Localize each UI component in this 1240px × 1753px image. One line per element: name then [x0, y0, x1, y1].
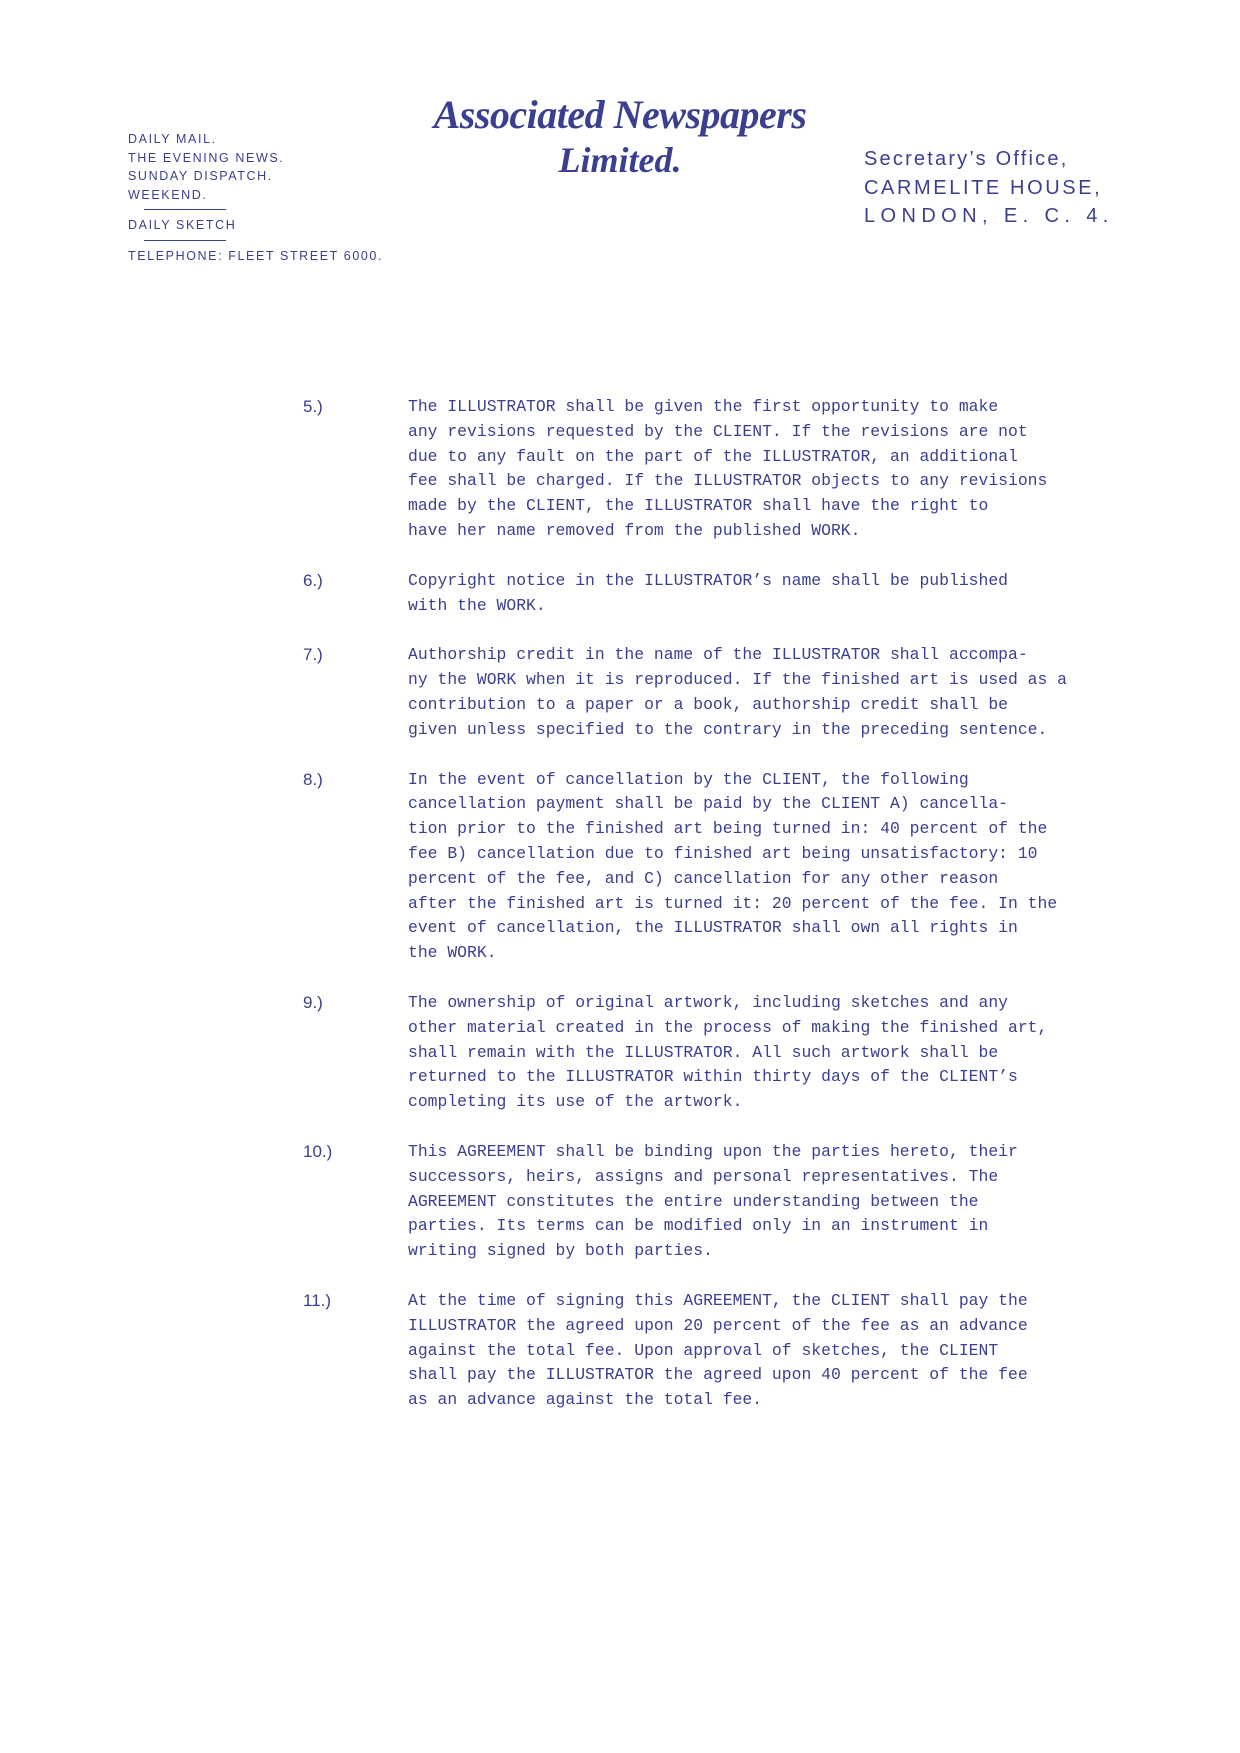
clause-8: [0, 768, 1240, 966]
clause-line: ILLUSTRATOR the agreed upon 20 percent of the fee as an advance: [408, 1315, 1028, 1335]
clause-line: contribution to a paper or a book, authorship credit shall be: [408, 694, 1008, 714]
company-name-line1: Associated Newspapers: [433, 92, 807, 137]
telephone-line: TELEPHONE: FLEET STREET 6000.: [128, 248, 384, 263]
publication-name: THE EVENING NEWS.: [128, 150, 285, 165]
publication-name-sketch: DAILY SKETCH: [128, 218, 237, 232]
clause-line: due to any fault on the part of the ILLUSTRATOR, an additional: [408, 446, 1018, 466]
clause-line: fee B) cancellation due to finished art being unsatisfactory: 10: [408, 843, 1038, 863]
clause-text: [408, 991, 1048, 1115]
clause-line: completing its use of the artwork.: [408, 1092, 743, 1112]
clause-line: made by the CLIENT, the ILLUSTRATOR shall have the right to: [408, 496, 989, 516]
clause-line: any revisions requested by the CLIENT. If the revisions are not: [408, 421, 1028, 441]
clause-line: shall pay the ILLUSTRATOR the agreed upon 40 percent of the fee: [408, 1365, 1028, 1385]
publication-name: WEEKEND.: [128, 187, 208, 202]
clause-number: 8.): [303, 769, 323, 789]
clause-line: At the time of signing this AGREEMENT, the CLIENT shall pay the: [408, 1290, 1028, 1310]
company-name: [420, 92, 820, 182]
address-line2: CARMELITE HOUSE,: [864, 176, 1103, 199]
clause-number: 11.): [303, 1290, 332, 1310]
divider: [144, 240, 226, 241]
clause-line: writing signed by both parties.: [408, 1241, 713, 1261]
clause-line: The ownership of original artwork, including sketches and any: [408, 992, 1008, 1012]
clause-number: 7.): [303, 645, 323, 665]
clause-text: [408, 395, 1048, 544]
clause-11: [0, 1289, 1240, 1413]
clause-line: tion prior to the finished art being turned in: 40 percent of the: [408, 819, 1048, 839]
clause-line: In the event of cancellation by the CLIENT, the following: [408, 769, 969, 789]
office-address: [864, 145, 1114, 231]
address-line3: LONDON, E. C. 4.: [864, 205, 1114, 227]
clause-text: [408, 643, 1068, 742]
clause-text: [408, 768, 1058, 966]
clause-line: shall remain with the ILLUSTRATOR. All such artwork shall be: [408, 1042, 999, 1062]
clause-line: AGREEMENT constitutes the entire understanding between the: [408, 1191, 979, 1211]
clause-number: 6.): [303, 570, 323, 590]
clause-line: event of cancellation, the ILLUSTRATOR shall own all rights in: [408, 918, 1018, 938]
clause-line: as an advance against the total fee.: [408, 1390, 763, 1410]
clause-line: against the total fee. Upon approval of sketches, the CLIENT: [408, 1340, 999, 1360]
clause-line: fee shall be charged. If the ILLUSTRATOR objects to any revisions: [408, 471, 1048, 491]
divider: [144, 209, 226, 210]
publication-name: DAILY MAIL.: [128, 132, 217, 146]
clause-5: [0, 395, 1240, 544]
address-line1: Secretary’s Office,: [864, 148, 1069, 170]
clause-text: [408, 1289, 1048, 1413]
clause-line: The ILLUSTRATOR shall be given the first opportunity to make: [408, 397, 999, 416]
clause-line: have her name removed from the published WORK.: [408, 520, 861, 540]
clause-line: parties. Its terms can be modified only in an instrument in: [408, 1216, 989, 1236]
publication-name: SUNDAY DISPATCH.: [128, 169, 273, 183]
company-name-line2: Limited.: [558, 140, 682, 180]
clause-line: after the finished art is turned it: 20 percent of the fee. In the: [408, 893, 1058, 913]
clause-line: Authorship credit in the name of the ILLUSTRATOR shall accompa-: [408, 645, 1028, 665]
clause-line: Copyright notice in the ILLUSTRATOR’s name shall be published: [408, 570, 1008, 590]
clause-line: ny the WORK when it is reproduced. If the finished art is used as a: [408, 670, 1068, 690]
clause-line: given unless specified to the contrary in the preceding sentence.: [408, 719, 1048, 739]
clause-number: 5.): [303, 397, 323, 416]
clause-7: [0, 643, 1240, 742]
clause-number: 9.): [303, 992, 323, 1012]
clause-text: [408, 569, 1048, 619]
clause-line: percent of the fee, and C) cancellation for any other reason: [408, 868, 999, 888]
clause-number: 10.): [303, 1141, 333, 1161]
clause-6: [0, 569, 1240, 619]
clause-line: other material created in the process of making the finished art,: [408, 1017, 1048, 1037]
clause-9: [0, 991, 1240, 1115]
clause-line: with the WORK.: [408, 595, 546, 615]
clause-line: successors, heirs, assigns and personal representatives. The: [408, 1166, 999, 1186]
letterhead-publications: [128, 130, 383, 265]
clause-line: returned to the ILLUSTRATOR within thirty days of the CLIENT’s: [408, 1067, 1018, 1087]
clause-10: [0, 1140, 1240, 1264]
clause-line: the WORK.: [408, 943, 497, 963]
clause-text: [408, 1140, 1048, 1264]
clause-line: This AGREEMENT shall be binding upon the parties hereto, their: [408, 1141, 1018, 1161]
clause-line: cancellation payment shall be paid by the CLIENT A) cancella-: [408, 794, 1008, 814]
clause-list: [0, 395, 1240, 1438]
